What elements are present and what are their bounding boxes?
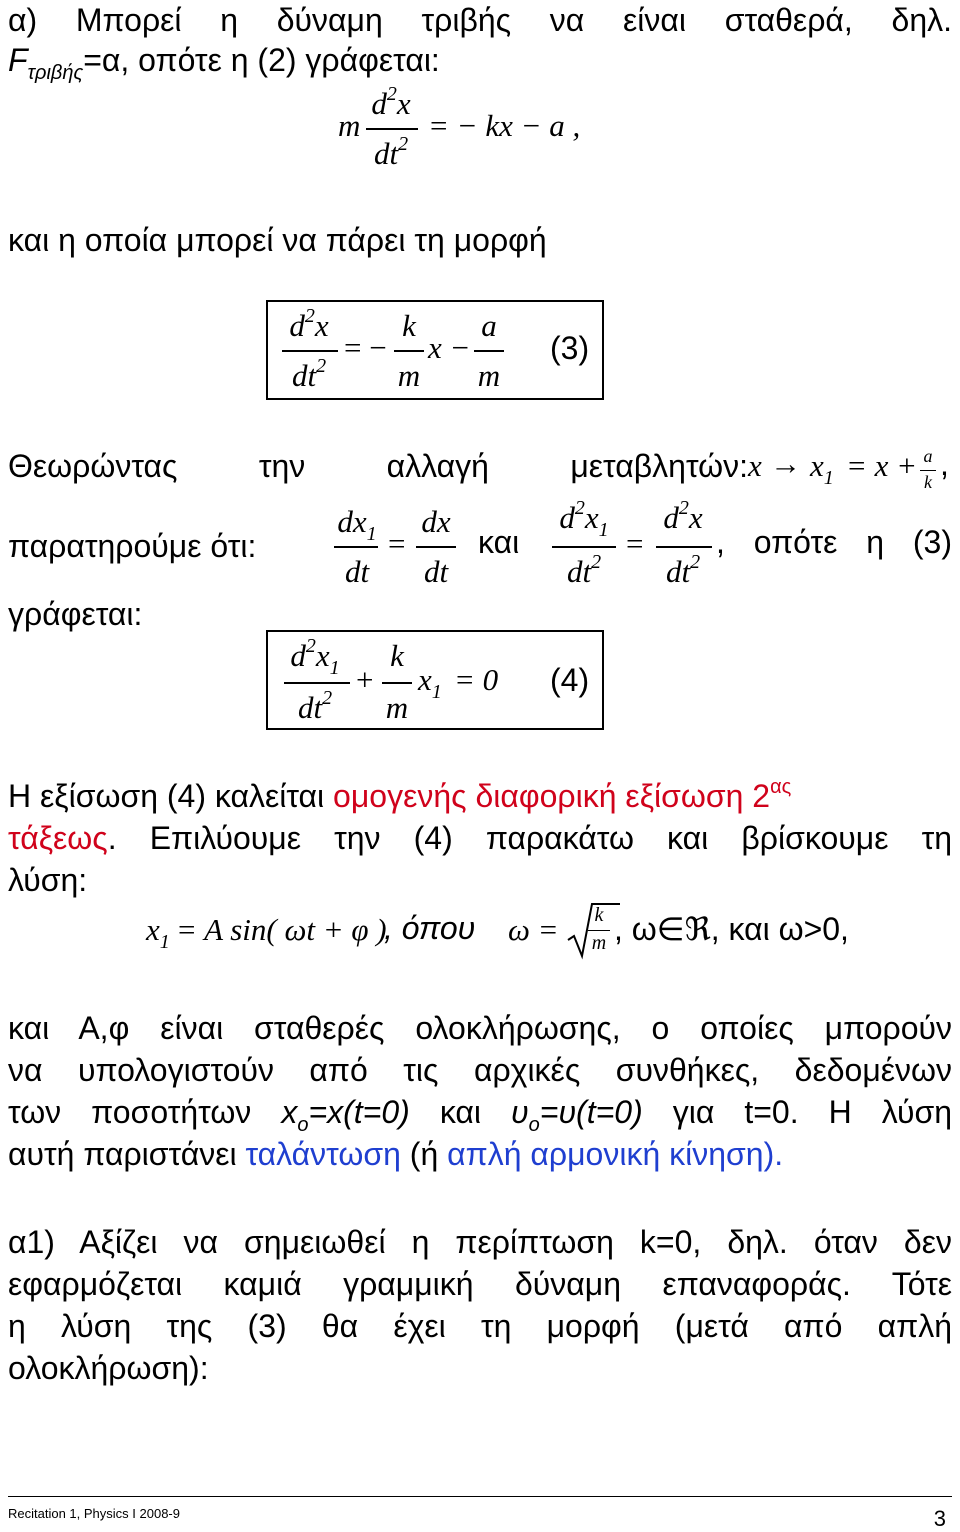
eq-m-mass: m <box>338 108 361 143</box>
oscillation-term: ταλάντωση <box>245 1136 401 1172</box>
eq4-bar1 <box>284 682 350 684</box>
para-a1-line4: ολοκλήρωση): <box>8 1350 209 1386</box>
footer-rule <box>8 1496 952 1497</box>
eq3-bar1 <box>282 350 338 352</box>
written-text: γράφεται: <box>8 596 143 632</box>
constants-line4: αυτή παριστάνει ταλάντωση (ή απλή αρμονική κίνηση). <box>8 1136 784 1172</box>
obs-dx: dx <box>421 504 451 539</box>
homog-line2: τάξεως. Επιλύουμε την (4) παρακάτω και βρίσκουμε τη <box>8 820 952 856</box>
sol-omega: ω = <box>508 912 559 947</box>
change-var-bar <box>920 470 936 471</box>
obs-dt2: dt <box>423 554 449 589</box>
homog-sup: ας <box>770 776 792 798</box>
eq4-k: k <box>390 638 404 673</box>
change-var-x: x <box>748 448 762 483</box>
eq-m-denominator: $dt^2$ <box>373 133 409 171</box>
change-var-text: Θεωρώντας την αλλαγή μεταβλητών: <box>8 448 748 484</box>
para-a1-line2: εφαρμόζεται καμιά γραμμική δύναμη επαναφοράς. Τότε <box>8 1266 952 1302</box>
change-var-comma: , <box>940 446 949 482</box>
eq4-numerator: $d^2x_1$ <box>290 635 340 679</box>
obs-eq1: = <box>388 526 406 561</box>
eq3-a: a <box>481 308 497 343</box>
change-var-k: k <box>924 472 932 492</box>
eq3-numerator: $d^2x$ <box>289 305 329 343</box>
eq3-k: k <box>402 308 416 343</box>
homog-line1: Η εξίσωση (4) καλείται ομογενής διαφορική εξίσωση $2^{\alpha\varsigma}$ <box>8 776 792 814</box>
eq-m-fraction-bar <box>366 128 418 130</box>
change-var-x1: $x_1$ <box>810 448 834 489</box>
eq4-plus: + <box>356 662 374 697</box>
eq3-bar3 <box>474 350 504 352</box>
arrow-icon: → <box>770 446 801 481</box>
obs-dt3: $dt^2$ <box>566 551 602 589</box>
eq4-bar2 <box>382 682 412 684</box>
sol-bar <box>588 930 610 931</box>
sol-opou: , όπου <box>384 910 476 946</box>
para-a-line1: α) Μπορεί η δύναμη τριβής να είναι σταθερά, δηλ. <box>8 2 952 38</box>
eq3-x: x − <box>428 330 471 365</box>
constants-line1: και Α,φ είναι σταθερές ολοκλήρωσης, ο οποίες μπορούν <box>8 1010 952 1046</box>
eq-m-rhs: = − kx − a , <box>428 108 581 143</box>
eq-m-numerator: $d^2x$ <box>371 83 411 121</box>
para-a-line2-text: =α, οπότε η (2) γράφεται: <box>83 42 440 78</box>
obs-bar2 <box>416 546 456 548</box>
page-number: 3 <box>933 1506 946 1531</box>
eq4-label: (4) <box>550 662 590 698</box>
para-a1-line1: α1) Αξίζει να σημειωθεί η περίπτωση k=0, δηλ. όταν δεν <box>8 1224 952 1260</box>
homog-line3: λύση: <box>8 862 88 898</box>
obs-tail: , οπότε η (3) <box>716 524 952 560</box>
homog-term: ομογενής διαφορική εξίσωση 2 <box>333 778 771 814</box>
eq3-denominator: $dt^2$ <box>291 355 327 393</box>
sol-x1: $x_1$ <box>146 912 170 953</box>
text-form: και η οποία μπορεί να πάρει τη μορφή <box>8 222 547 258</box>
obs-bar3 <box>552 546 616 548</box>
observe-text: παρατηρούμε ότι: <box>8 528 257 564</box>
constants-line3: των ποσοτήτων $x_o=x(t=0)$ και $\upsilon_o=\upsilon(t=0)$ για t=0. Η λύση <box>8 1094 953 1136</box>
obs-and: και <box>478 524 520 560</box>
sol-m: m <box>591 932 607 954</box>
footer-left: Recitation 1, Physics I 2008-9 <box>8 1506 180 1521</box>
change-var-a: a <box>923 446 933 466</box>
eq3-m1: m <box>397 358 421 393</box>
obs-d2x: $d^2x$ <box>663 497 703 535</box>
sol-k: k <box>594 904 604 926</box>
obs-bar4 <box>656 546 712 548</box>
sol-eq: = A sin( ωt + φ ) <box>176 912 387 947</box>
eq4-x1: $x_1$ <box>418 662 442 703</box>
force-symbol: F <box>8 42 28 78</box>
sol-tail: , ω∈ℜ, και ω>0, <box>614 911 849 947</box>
obs-d2x1: $d^2x_1$ <box>559 497 609 541</box>
obs-dx1: $dx_1$ <box>337 504 377 545</box>
eq4-m: m <box>385 690 409 725</box>
force-subscript: τριβής <box>27 62 84 84</box>
harmonic-term: απλή αρμονική κίνηση). <box>447 1136 784 1172</box>
eq4-denominator: $dt^2$ <box>297 687 333 725</box>
para-a-line2 <box>8 40 440 85</box>
constants-line2: να υπολογιστούν από τις αρχικές συνθήκες, δεδομένων <box>8 1052 952 1088</box>
eq3-label: (3) <box>550 330 590 366</box>
para-a1-line3: η λύση της (3) θα έχει τη μορφή (μετά από απλή <box>8 1308 952 1344</box>
obs-eq2: = <box>626 526 644 561</box>
eq3-m2: m <box>477 358 501 393</box>
obs-bar1 <box>334 546 378 548</box>
change-var-rhs: = x + <box>846 448 918 483</box>
eq3-bar2 <box>394 350 424 352</box>
obs-dt1: dt <box>344 554 370 589</box>
obs-dt4: $dt^2$ <box>665 551 701 589</box>
eq4-rhs: = 0 <box>454 662 499 697</box>
eq3-equals: = − <box>344 330 387 365</box>
